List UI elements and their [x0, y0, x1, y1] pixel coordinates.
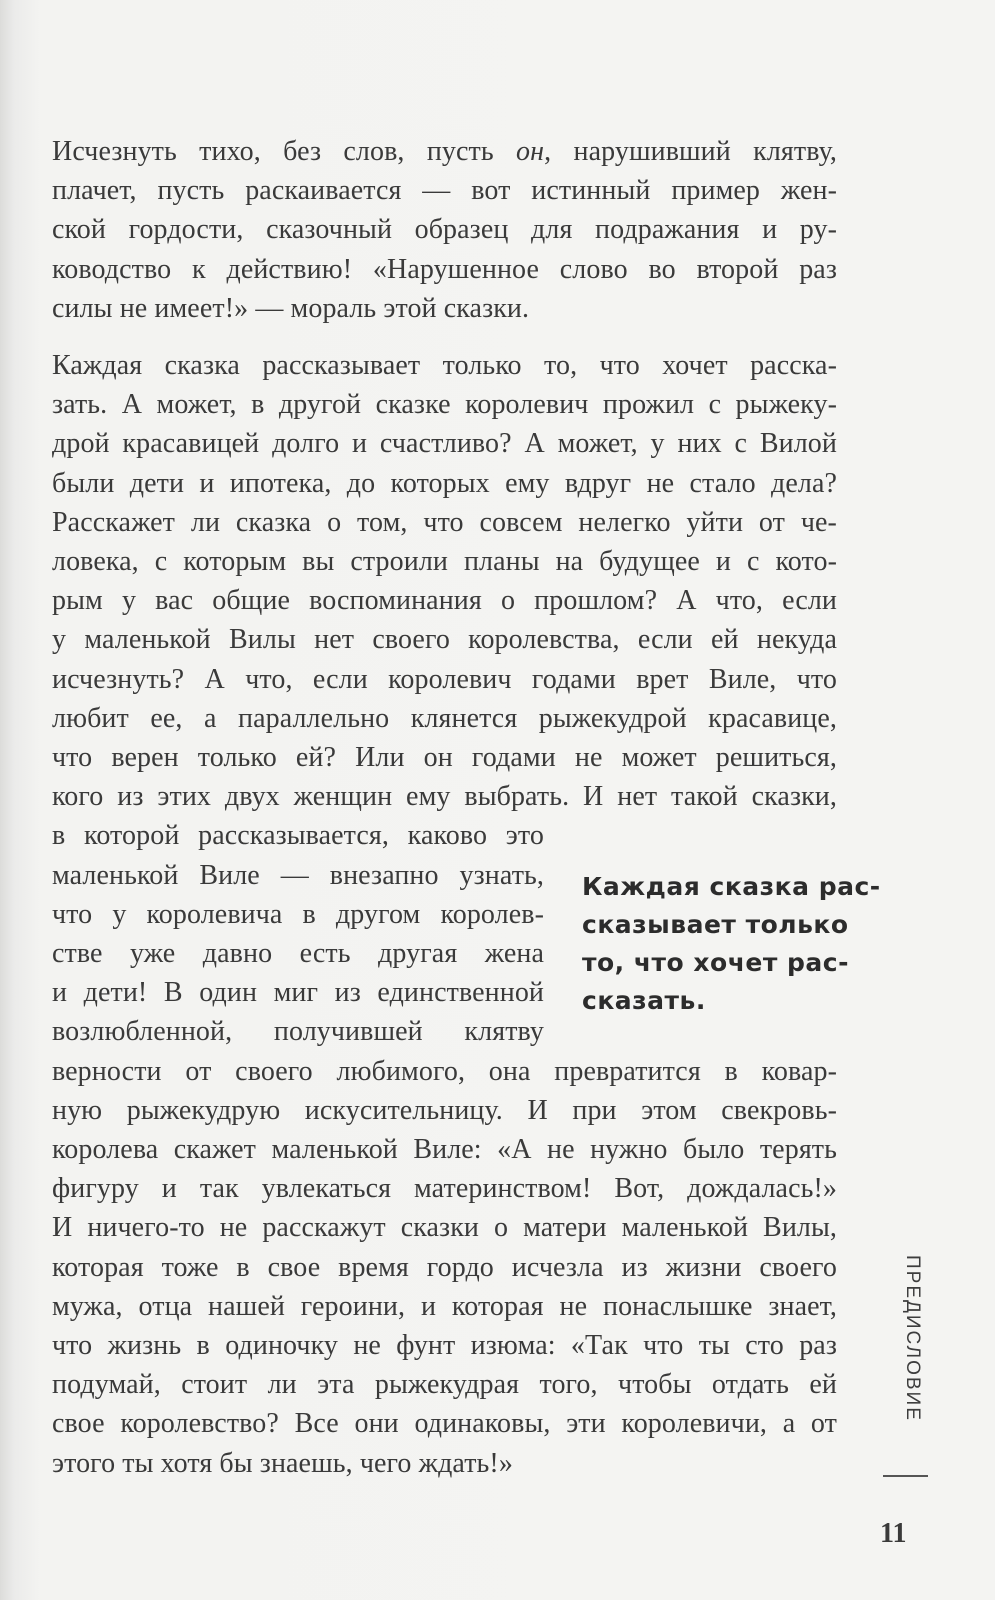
text-line: подумай, стоит ли эта рыжекудрая того, чтобы отдать ей [52, 1369, 837, 1401]
text-line: дрой красавицей долго и счастливо? А может, у них с Вилой [52, 428, 837, 460]
text-line: рым у вас общие воспоминания о прошлом? А что, если [52, 585, 837, 617]
text-line: маленькой Виле — внезапно узнать, [52, 859, 544, 891]
page-number: 11 [880, 1518, 907, 1549]
text-line: зать. А может, в другой сказке королевич прожил с рыжеку- [52, 389, 837, 421]
text-line: И ничего-то не расскажут сказки о матери маленькой Вилы, [52, 1212, 837, 1244]
text-line: исчезнуть? А что, если королевич годами врет Виле, что [52, 663, 837, 695]
text-line: возлюбленной, получившей клятву [52, 1016, 544, 1048]
text-line: что жизнь в одиночку не фунт изюма: «Так что ты сто раз [52, 1330, 837, 1362]
pull-quote-line: Каждая сказка рас- [582, 872, 881, 901]
pull-quote-line: сказывает только [582, 910, 849, 939]
text-line: у маленькой Вилы нет своего королевства, если ей некуда [52, 624, 837, 656]
text-line: были дети и ипотека, до которых ему вдруг не стало дела? [52, 467, 837, 499]
pull-quote-line: то, что хочет рас- [582, 948, 849, 977]
pull-quote [582, 868, 902, 1020]
text-line: которая тоже в свое время гордо исчезла из жизни своего [52, 1251, 837, 1283]
paragraph-1 [52, 132, 837, 328]
text-line: Каждая сказка рассказывает только то, что хочет расска- [52, 350, 837, 381]
italic-word: он [516, 136, 545, 167]
text-line: и дети! В один миг из единственной [52, 977, 544, 1009]
text-line: свое королевство? Все они одинаковы, эти королевичи, а от [52, 1408, 837, 1440]
folio-divider [883, 1475, 928, 1477]
text-line: ководство к действию! «Нарушенное слово во второй раз [52, 253, 837, 285]
text-line: фигуру и так увлекаться материнством! Вот, дождалась!» [52, 1173, 837, 1205]
text-line: силы не имеет!» — мораль этой сказки. [52, 292, 530, 324]
text-line: что у королевича в другом королев- [52, 898, 544, 930]
text-line: любит ее, а параллельно клянется рыжекудрой красавице, [52, 702, 837, 734]
text-line: плачет, пусть раскаивается — вот истинный пример жен- [52, 175, 837, 207]
text-line [52, 132, 837, 171]
running-head [896, 1255, 926, 1422]
text-fragment: Исчезнуть тихо, без слов, пусть [52, 136, 494, 167]
text-line: ской гордости, сказочный образец для подражания и ру- [52, 214, 837, 246]
pull-quote-line: сказать. [582, 986, 706, 1015]
text-line: стве уже давно есть другая жена [52, 938, 544, 970]
text-line: верности от своего любимого, она превратится в ковар- [52, 1055, 837, 1087]
text-line: кого из этих двух женщин ему выбрать. И нет такой сказки, [52, 781, 837, 813]
running-head-label: ПРЕДИСЛОВИЕ [902, 1255, 923, 1422]
text-line: мужа, отца нашей героини, и которая не понаслышке знает, [52, 1290, 837, 1322]
text-line: ловека, с которым вы строили планы на будущее и с кото- [52, 546, 837, 578]
text-fragment: , нарушивший клятву, [544, 136, 837, 167]
text-line: что верен только ей? Или он годами не может решиться, [52, 742, 837, 774]
wrapped-text-block [52, 816, 544, 1051]
text-line: ную рыжекудрую искусительницу. И при этом свекровь- [52, 1094, 837, 1126]
text-line: этого ты хотя бы знаешь, чего ждать!» [52, 1447, 513, 1479]
text-line: королева скажет маленькой Виле: «А не нужно было терять [52, 1134, 837, 1166]
text-line: в которой рассказывается, каково это [52, 820, 544, 852]
text-line: Расскажет ли сказка о том, что совсем нелегко уйти от че- [52, 506, 837, 538]
